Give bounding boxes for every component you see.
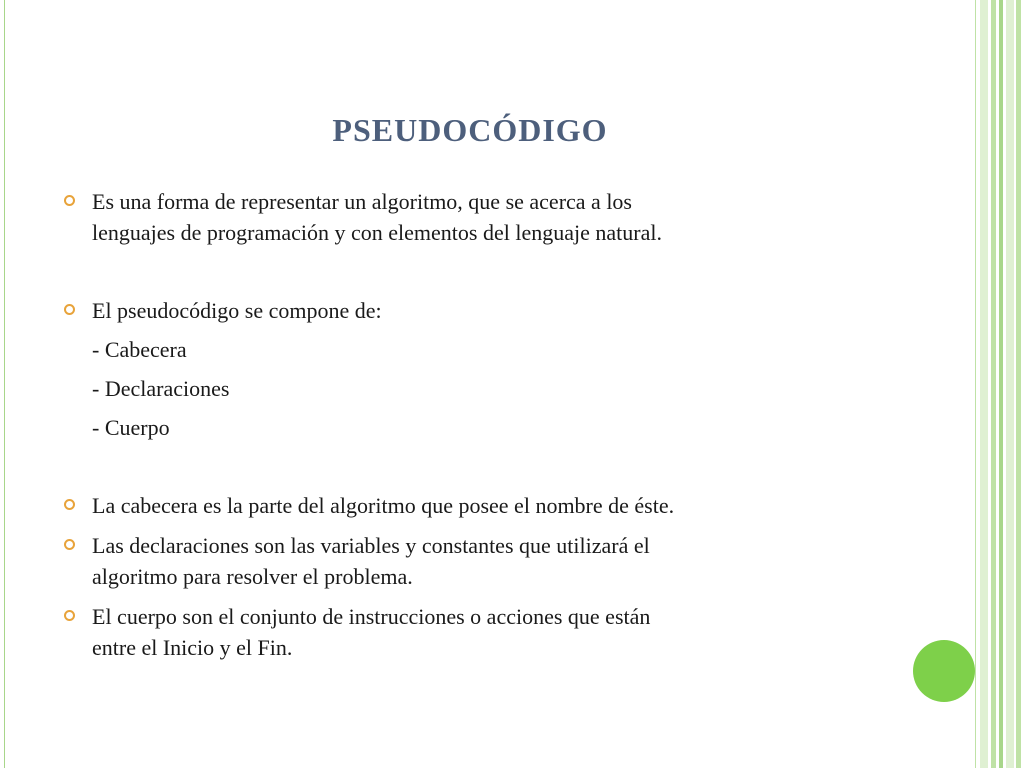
bullet-text: algoritmo para resolver el problema. — [92, 564, 413, 589]
right-border-stripe — [980, 0, 988, 768]
sub-item: - Cabecera — [92, 337, 187, 362]
bullet-item — [64, 295, 924, 326]
circle-bullet-icon — [64, 304, 75, 315]
right-border-stripe — [1006, 0, 1014, 768]
bullet-item — [64, 186, 924, 248]
slide-title: PSEUDOCÓDIGO — [332, 112, 608, 148]
circle-bullet-icon — [64, 610, 75, 621]
bullet-text: Es una forma de representar un algoritmo, que se acerca a los — [92, 189, 632, 214]
sub-item: - Declaraciones — [92, 376, 230, 401]
sub-item: - Cuerpo — [92, 415, 170, 440]
right-border-stripe — [1016, 0, 1021, 768]
bullet-text: lenguajes de programación y con elementos del lenguaje natural. — [92, 220, 662, 245]
bullet-list — [64, 186, 924, 663]
right-border-stripe — [975, 0, 976, 768]
circle-bullet-icon — [64, 499, 75, 510]
circle-bullet-icon — [64, 539, 75, 550]
circle-bullet-icon — [64, 195, 75, 206]
right-border-stripe — [991, 0, 996, 768]
bullet-item — [64, 490, 924, 521]
bullet-text: La cabecera es la parte del algoritmo que posee el nombre de éste. — [92, 493, 675, 518]
bullet-item — [64, 601, 924, 663]
left-border-line — [4, 0, 5, 768]
right-border-stripe — [999, 0, 1003, 768]
bullet-text: El pseudocódigo se compone de: — [92, 298, 382, 323]
bullet-text: El cuerpo son el conjunto de instrucciones o acciones que están — [92, 604, 651, 629]
bullet-text: entre el Inicio y el Fin. — [92, 635, 293, 660]
bullet-text: Las declaraciones son las variables y constantes que utilizará el — [92, 533, 650, 558]
bullet-item — [64, 530, 924, 592]
